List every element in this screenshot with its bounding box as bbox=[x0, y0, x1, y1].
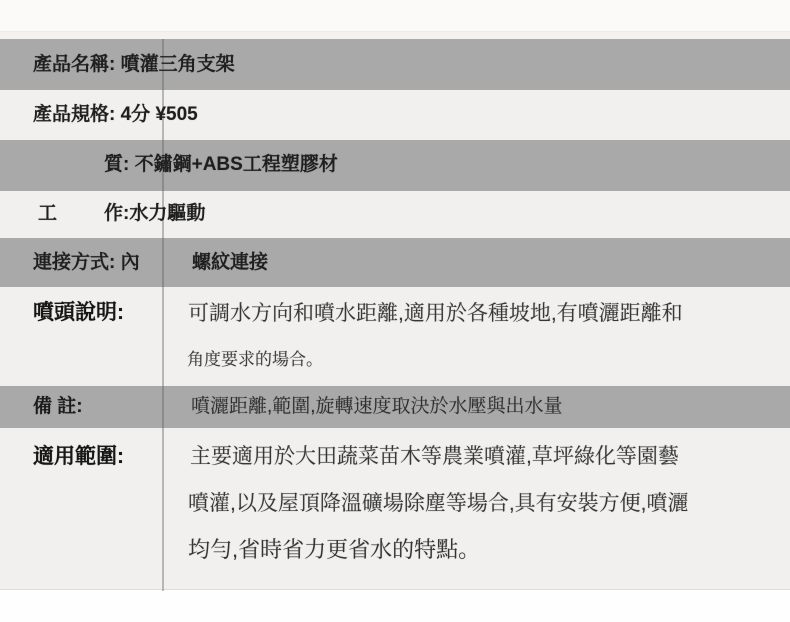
remark-value: 噴灑距離,範圍,旋轉速度取決於水壓與出水量 bbox=[191, 396, 563, 417]
scope-label: 適用範圍: bbox=[33, 445, 124, 468]
table-bottom-edge bbox=[0, 589, 790, 590]
connection-value: 螺紋連接 bbox=[192, 252, 269, 273]
working-value-text: 作:水力驅動 bbox=[104, 203, 206, 224]
top-margin-band bbox=[0, 0, 790, 31]
nozzle-value-line1: 可調水方向和噴水距離,適用於各種坡地,有噴灑距離和 bbox=[188, 302, 683, 325]
nozzle-value-line2: 角度要求的場合。 bbox=[187, 350, 323, 369]
working-label-prefix: 工 bbox=[38, 203, 58, 224]
nozzle-label: 噴頭說明: bbox=[33, 301, 124, 324]
remark-label: 備 註: bbox=[33, 396, 83, 417]
scope-value-line2: 噴灌,以及屋頂降溫礦場除塵等場合,具有安裝方便,噴灑 bbox=[188, 492, 689, 515]
scope-value-line3: 均勻,省時省力更省水的特點。 bbox=[188, 537, 481, 562]
product-name-text: 產品名稱: 噴灌三角支架 bbox=[33, 54, 235, 75]
product-spec-text: 產品規格: 4分 ¥505 bbox=[33, 104, 198, 125]
material-text: 質: 不鏽鋼+ABS工程塑膠材 bbox=[104, 154, 338, 175]
connection-label: 連接方式: 內 bbox=[33, 252, 140, 273]
scope-value-line1: 主要適用於大田蔬菜苗木等農業噴灌,草坪綠化等園藝 bbox=[190, 445, 679, 468]
